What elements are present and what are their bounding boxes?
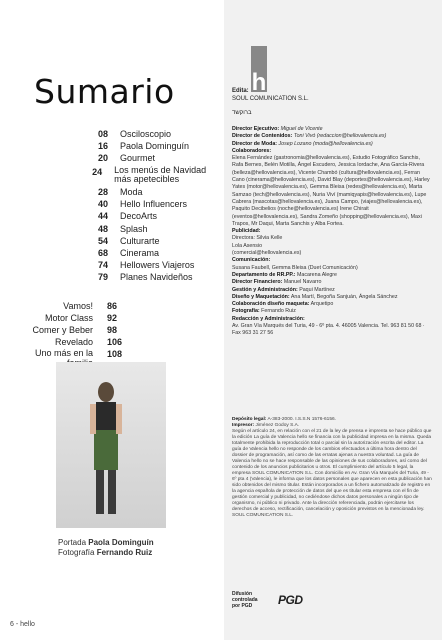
toc-item[interactable] xyxy=(89,223,224,235)
toc-page-number: 24 xyxy=(92,167,103,178)
toc-page-number: 44 xyxy=(97,211,108,222)
legal-body: Según el artículo 24, en relación con el 21 de la ley de prensa e imprenta se hace público que la edición La guía de Valencia hello se financia con la publicidad impresa en la misma. Queda totalmente prohibida la reproducción total o parcial sin la autorización escrita del editor. La guía de Valencia hello no responde de los cambios efectuados a última hora dentro del dossier de programación, así como de las erratas ajenas a nuestra voluntad. La guía de Valencia hello no se hace responsable de las opiniones de sus colaboradores, así como del contenido de los anuncios publicitarios u otros. El cumplimiento del artículo 5 legal, la empresa SOUL COMUNICATION S.L. Con domicilio en Av. Gran Vía Marqués del Turia, 49 - 6º pta 4 (Valencia), le informa que los datos personales que aparecen en esta publicación han sido obtenidos del mismo titular. Están incorporados a un fichero automatizado de registro en la agencia española de protección de datos del que es titular esta empresa con el fin de gestión comercial y publicidad, no cediéndose dichos datos personales a ningún tipo de organismo, ni público ni privado. Ante la dirección referenciada, podrán ejercitarse los derechos de acceso, rectificación, cancelación y oposición previstos en la mencionada ley. SOUL COMUNICATION S.L. xyxy=(232,429,432,518)
edita-label: Edita: xyxy=(232,88,249,94)
credit-value: Toni Vivó (redaccion@hellovalencia.es) xyxy=(292,133,387,140)
page-title: Sumario xyxy=(34,72,175,112)
credit-value: Arquetipo xyxy=(309,301,334,308)
publisher-name: SOUL COMUNICATION S.L. xyxy=(232,96,309,102)
toc-page-number: 40 xyxy=(97,199,108,210)
logo-letter: h xyxy=(251,69,267,92)
printer-value: Jiménez Godoy S.A. xyxy=(254,423,300,428)
credit-role: Director de Moda: xyxy=(232,140,278,147)
hello-logo xyxy=(251,46,267,92)
cover-photo xyxy=(56,362,166,528)
toc-label: Gourmet xyxy=(120,153,156,164)
credit-role: Diseño y Maquetación: xyxy=(232,293,290,300)
credit-value: Susana Faubell, Gemma Bleisa (Duet Comunicación) xyxy=(232,264,358,271)
page-footer: 6 - hello xyxy=(10,621,35,628)
collaborators-list: Elena Fernández (gastronomia@hellovalencia.es), Estudio Fotográfico Sanchis, Rafa Bernes, Belén Motilla, Ángel Escudero, Jessica Iordache, Ana García-Rivera (belleza@hellovalencia.es), Vicente Chambó (cultura@hellovalencia.es), Ferran Cano (cinerama@hellovalencia.es), David Blay (deportes@hellovalencia.es), Harley Yates (motor@hellovalencia.es), Gemma Bleisa (redes@hellovalencia.es), Marta Samzao (tech@hellovalencia.es), Nuria Viví (mamiqyapis@hellovalencia.es), Lupe Cabrera (mascotas@hellovalencia.es), Juana Campo, (viajes@hellovalencia.es), Paquito Decibelios (noche@hellovalencia.es) Irene Chirait (eventos@hellovalencia.es), Sandra Zomeño (shopping@hellovalencia.es), Maxi Trapos, Mr Daqui, Marta Sanchis y Alba Fortea. xyxy=(232,155,430,227)
cover-model-name: Paola Dominguín xyxy=(88,538,154,547)
address: Av. Gran Vía Marqués del Turia, 49 - 6º pta. 4. 46005 Valencia. Tel. 963 81 50 68 · Fax 963 31 27 56 xyxy=(232,323,425,337)
toc-item[interactable] xyxy=(18,336,138,348)
credit-role: Director de Contenidos: xyxy=(232,133,293,140)
credit-value: Fernando Ruiz xyxy=(259,308,296,315)
toc-label: Paola Dominguín xyxy=(120,141,190,152)
toc-item[interactable] xyxy=(89,198,224,210)
toc-label: Vamos! xyxy=(63,301,93,311)
toc-primary xyxy=(89,128,224,283)
toc-page-number: 86 xyxy=(107,301,118,311)
credit-role: Redacción y Administración: xyxy=(232,315,305,322)
toc-page-number: 74 xyxy=(97,259,108,270)
credit-role: Colaboración diseño maqueta: xyxy=(232,301,310,308)
toc-label: Motor Class xyxy=(44,313,93,324)
toc-page-number: 68 xyxy=(97,247,108,258)
toc-label: Osciloscopio xyxy=(120,129,172,139)
script-mark: ברוקשד xyxy=(232,110,252,116)
toc-item[interactable] xyxy=(89,186,224,198)
toc-page-number: 92 xyxy=(107,313,118,324)
credit-value: Paqui Martínez xyxy=(297,286,335,293)
toc-label: Splash xyxy=(120,223,148,234)
toc-page-number: 79 xyxy=(97,271,108,282)
credit-role: Gestión y Administración: xyxy=(232,286,298,293)
pgd-logo: PGD xyxy=(278,593,303,607)
toc-item[interactable] xyxy=(89,271,224,283)
credit-value: Lola Asensio xyxy=(232,242,263,249)
deposit-label: Depósito legal: xyxy=(232,417,267,422)
toc-page-number: 28 xyxy=(97,187,108,198)
toc-page-number: 20 xyxy=(97,153,108,164)
toc-label: Cinerama xyxy=(120,247,160,258)
distribution-line: Difusión xyxy=(232,591,252,597)
credit-role: Director Financiero: xyxy=(232,279,283,286)
toc-item[interactable] xyxy=(89,164,224,186)
toc-page-number: 98 xyxy=(107,325,118,336)
toc-page-number: 108 xyxy=(107,349,123,360)
toc-label: Culturarte xyxy=(120,235,160,246)
toc-page-number: 08 xyxy=(97,129,108,139)
credit-value: Directora: Silvia Kelle xyxy=(232,235,283,242)
toc-label: Hellowers Viajeros xyxy=(120,259,195,270)
toc-item[interactable] xyxy=(89,247,224,259)
publisher-block xyxy=(232,87,309,103)
distribution-line: por PGD xyxy=(232,603,253,609)
toc-label: Revelado xyxy=(54,337,93,348)
deposit-value: A-383-2000. I.S.S.N 1576-6156. xyxy=(266,417,336,422)
toc-item[interactable] xyxy=(18,324,138,336)
distribution-line: controlada xyxy=(232,597,258,603)
person-figure xyxy=(82,380,130,520)
toc-item[interactable] xyxy=(89,140,224,152)
toc-label: Planes Navideños xyxy=(120,271,193,282)
legal-notice xyxy=(232,417,432,519)
toc-item[interactable] xyxy=(18,312,138,324)
toc-label: Los menús de Navidad más apetecibles xyxy=(114,165,207,185)
toc-item[interactable] xyxy=(89,152,224,164)
toc-label: Comer y Beber xyxy=(32,325,93,336)
toc-label: DecoArts xyxy=(120,211,158,222)
toc-item[interactable] xyxy=(89,259,224,271)
toc-label: Hello Influencers xyxy=(120,199,188,210)
toc-label: Moda xyxy=(120,187,143,198)
cover-caption xyxy=(58,538,154,558)
credit-role: Publicidad: xyxy=(232,228,261,235)
toc-item[interactable] xyxy=(18,300,138,312)
credit-value: Miguel de Vicente xyxy=(279,126,323,132)
credit-value: Ana Martí, Begoña Sanjuán, Ángela Sánchez xyxy=(289,293,398,300)
toc-page-number: 16 xyxy=(97,141,108,152)
toc-label: Uno más en la xyxy=(34,348,93,359)
credit-value: Josep Lozano (moda@hellovalencia.es) xyxy=(277,140,373,147)
credit-value: Manuel Navarro xyxy=(282,279,322,286)
credit-value: Macarena Alegre xyxy=(295,271,338,278)
printer-label: Impresor: xyxy=(232,423,255,428)
toc-item[interactable] xyxy=(89,128,224,140)
toc-page-number: 106 xyxy=(107,337,123,348)
credit-value: (comercial@hellovalencia.es) xyxy=(232,250,302,257)
caption-prefix: Fotografía xyxy=(58,548,97,557)
distribution-note xyxy=(232,591,258,609)
toc-page-number: 54 xyxy=(97,235,108,246)
toc-item[interactable] xyxy=(89,235,224,247)
toc-item[interactable] xyxy=(89,210,224,222)
credit-role: Comunicación: xyxy=(232,257,271,264)
credit-role: Departamento de RR.PP.: xyxy=(232,271,296,278)
credits-list xyxy=(232,126,432,338)
credit-role: Colaboradores: xyxy=(232,147,272,154)
credit-role: Fotografía: xyxy=(232,308,260,315)
credit-role: Director Ejecutivo: xyxy=(232,126,280,132)
caption-prefix: Portada xyxy=(58,538,89,547)
toc-page-number: 48 xyxy=(97,223,108,234)
photographer-name: Fernando Ruiz xyxy=(96,548,153,557)
